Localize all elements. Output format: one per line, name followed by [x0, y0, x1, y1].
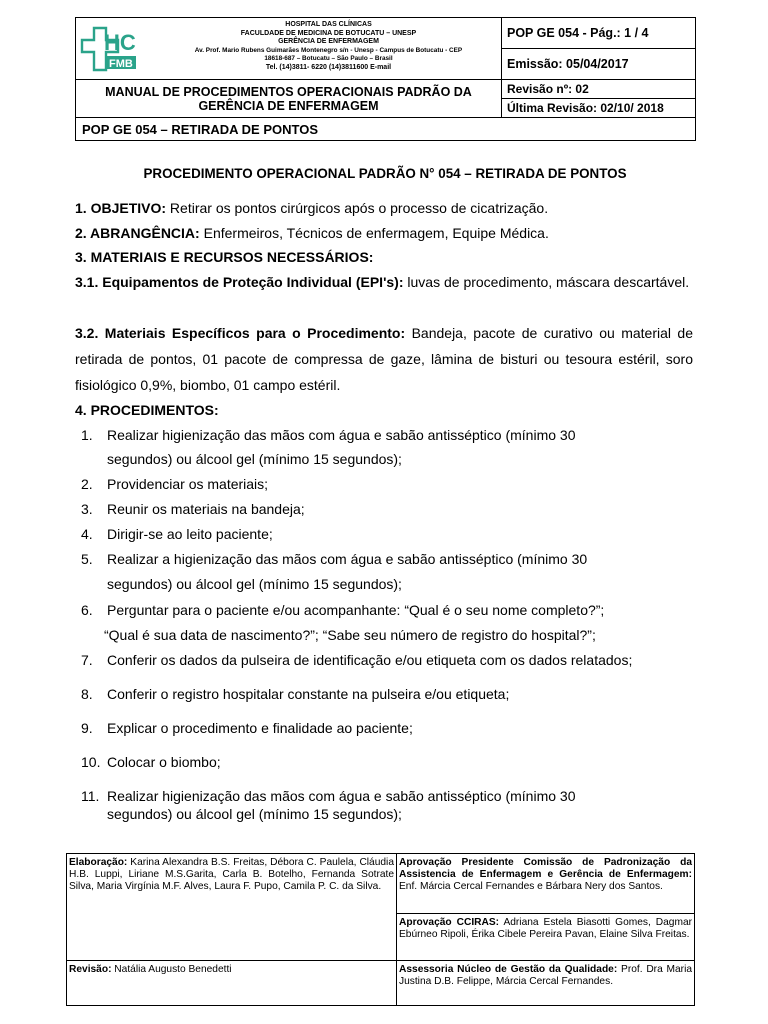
list-item [81, 599, 681, 622]
list-item [81, 683, 681, 706]
step-text: Explicar o procedimento e finalidade ao paciente; [107, 720, 413, 736]
step-continuation: segundos) ou álcool gel (mínimo 15 segundos); [107, 576, 402, 592]
section-objective [75, 196, 693, 221]
step-number: 2. [81, 476, 93, 492]
section-text: luvas de procedimento, máscara descartável. [403, 274, 690, 290]
institution-info [158, 21, 499, 73]
issue-date: Emissão: 05/04/2017 [502, 49, 696, 80]
section-specific-materials [75, 320, 693, 398]
elaboration-text: Karina Alexandra B.S. Freitas, Débora C. Paulela, Cláudia H.B. Luppi, Liriane M.S.Garita, Carla B. Botelho, Fernanda Sotrate Silva, Maria Virgínia M.F. Alves, Laura F. Pupo, Camila P. C. da Silva. [69, 857, 394, 892]
step-number: 11. [81, 788, 100, 804]
inst-line: FACULDADE DE MEDICINA DE BOTUCATU – UNESP [240, 29, 417, 37]
step-text: Realizar a higienização das mãos com água e sabão antisséptico (mínimo 30 [107, 551, 588, 567]
pop-title: POP GE 054 – RETIRADA DE PONTOS [76, 118, 696, 141]
elaboration-label: Elaboração: [69, 857, 128, 868]
list-item [81, 548, 681, 571]
approval-cciras-text: Adriana Estela Biasotti Gomes, Dagmar Ebúrneo Ripoli, Érika Cibele Pereira Pavan, Elaine Silva Freitas. [399, 916, 692, 940]
hc-fmb-logo-icon [80, 26, 152, 72]
list-item [81, 424, 681, 447]
section-scope [75, 221, 693, 246]
approval-president-text: Enf. Márcia Cercal Fernandes e Bárbara Nery dos Santos. [399, 881, 663, 892]
list-item [81, 717, 681, 740]
step-text: Providenciar os materiais; [107, 476, 269, 492]
logo-fmb-text: FMB [109, 58, 133, 70]
step-text: Colocar o biombo; [107, 754, 221, 770]
section-text: Bandeja, pacote de curativo ou material de retirada de pontos, 01 pacote de compressa de gaze, lâmina de bisturi ou tesoura estéril, soro fisiológico 0,9%, biombo, 01 campo estéril. [75, 325, 693, 393]
section-epi [75, 270, 693, 295]
quality-advisory-cell [397, 961, 695, 1006]
quality-advisory-label: Assessoria Núcleo de Gestão da Qualidade: [399, 964, 618, 975]
doc-code: POP GE 054 - Pág.: 1 / 4 [502, 18, 696, 49]
step-continuation: “Qual é sua data de nascimento?”; “Sabe seu número de registro do hospital?”; [104, 627, 596, 643]
section-label: 1. OBJETIVO: [75, 200, 167, 216]
section-text: Enfermeiros, Técnicos de enfermagem, Equipe Médica. [199, 225, 549, 241]
revision-label: Revisão: [69, 964, 112, 975]
step-text: Reunir os materiais na bandeja; [107, 501, 305, 517]
last-revision-date: Última Revisão: 02/10/ 2018 [502, 99, 696, 118]
revision-cell [67, 961, 397, 1006]
step-number: 5. [81, 551, 93, 567]
step-text: Realizar higienização das mãos com água e sabão antisséptico (mínimo 30 [107, 427, 576, 443]
approval-footer [66, 853, 695, 1006]
step-text: Perguntar para o paciente e/ou acompanhante: “Qual é o seu nome completo?”; [107, 602, 605, 618]
step-continuation: segundos) ou álcool gel (mínimo 15 segundos); [107, 806, 402, 822]
revision-text: Natália Augusto Benedetti [111, 964, 232, 975]
step-number: 1. [81, 427, 93, 443]
elaboration-cell [67, 854, 397, 961]
section-procedures-heading: 4. PROCEDIMENTOS: [75, 402, 219, 418]
inst-line: Av. Prof. Mario Rubens Guimarães Montenegro s/n - Unesp - Campus de Botucatu - CEP [194, 46, 463, 54]
list-item [81, 751, 681, 774]
step-text: Conferir os dados da pulseira de identificação e/ou etiqueta com os dados relatados; [107, 652, 633, 668]
section-label: 3.2. Materiais Específicos para o Procedimento: [75, 325, 406, 341]
step-number: 3. [81, 501, 93, 517]
section-text: Retirar os pontos cirúrgicos após o processo de cicatrização. [166, 200, 549, 216]
document-header [75, 17, 696, 141]
logo-hc-text: HC [104, 30, 136, 55]
institution-cell [76, 18, 502, 80]
step-number: 7. [81, 652, 93, 668]
step-number: 8. [81, 686, 93, 702]
step-text: Dirigir-se ao leito paciente; [107, 526, 273, 542]
step-continuation: segundos) ou álcool gel (mínimo 15 segundos); [107, 451, 402, 467]
quality-advisory-text: Prof. Dra Maria Justina D.B. Felippe, Márcia Cercal Fernandes. [399, 964, 692, 987]
list-item [81, 498, 681, 521]
step-text: Realizar higienização das mãos com água e sabão antisséptico (mínimo 30 [107, 788, 576, 804]
list-item [81, 523, 681, 546]
step-text: Conferir o registro hospitalar constante na pulseira e/ou etiqueta; [107, 686, 510, 702]
step-number: 10. [81, 754, 101, 770]
approval-cciras-label: Aprovação CCIRAS: [399, 916, 500, 928]
inst-line: 18618-687 – Botucatu – São Paulo – Brasil [264, 55, 393, 63]
step-number: 4. [81, 526, 93, 542]
section-materials-heading: 3. MATERIAIS E RECURSOS NECESSÁRIOS: [75, 249, 374, 265]
approval-cciras-cell [397, 913, 695, 960]
inst-line: Tel. (14)3811- 6220 (14)3811600 E-mail [265, 63, 392, 71]
revision-number: Revisão nº: 02 [502, 80, 696, 99]
list-item [81, 649, 681, 672]
approval-president-label: Aprovação Presidente Comissão de Padronização da Assistencia de Enfermagem e Gerência de Enfermagem: [399, 857, 692, 880]
main-heading: PROCEDIMENTO OPERACIONAL PADRÃO N° 054 – RETIRADA DE PONTOS [143, 166, 627, 181]
inst-line: GERÊNCIA DE ENFERMAGEM [278, 38, 379, 46]
manual-title: MANUAL DE PROCEDIMENTOS OPERACIONAIS PADRÃO DA GERÊNCIA DE ENFERMAGEM [76, 80, 502, 118]
section-label: 2. ABRANGÊNCIA: [75, 225, 200, 241]
section-label: 3.1. Equipamentos de Proteção Individual (EPI's): [75, 274, 404, 290]
step-number: 9. [81, 720, 93, 736]
step-number: 6. [81, 602, 93, 618]
approval-president-cell [397, 854, 695, 914]
list-item [81, 473, 681, 496]
inst-line: HOSPITAL DAS CLÍNICAS [285, 21, 372, 28]
